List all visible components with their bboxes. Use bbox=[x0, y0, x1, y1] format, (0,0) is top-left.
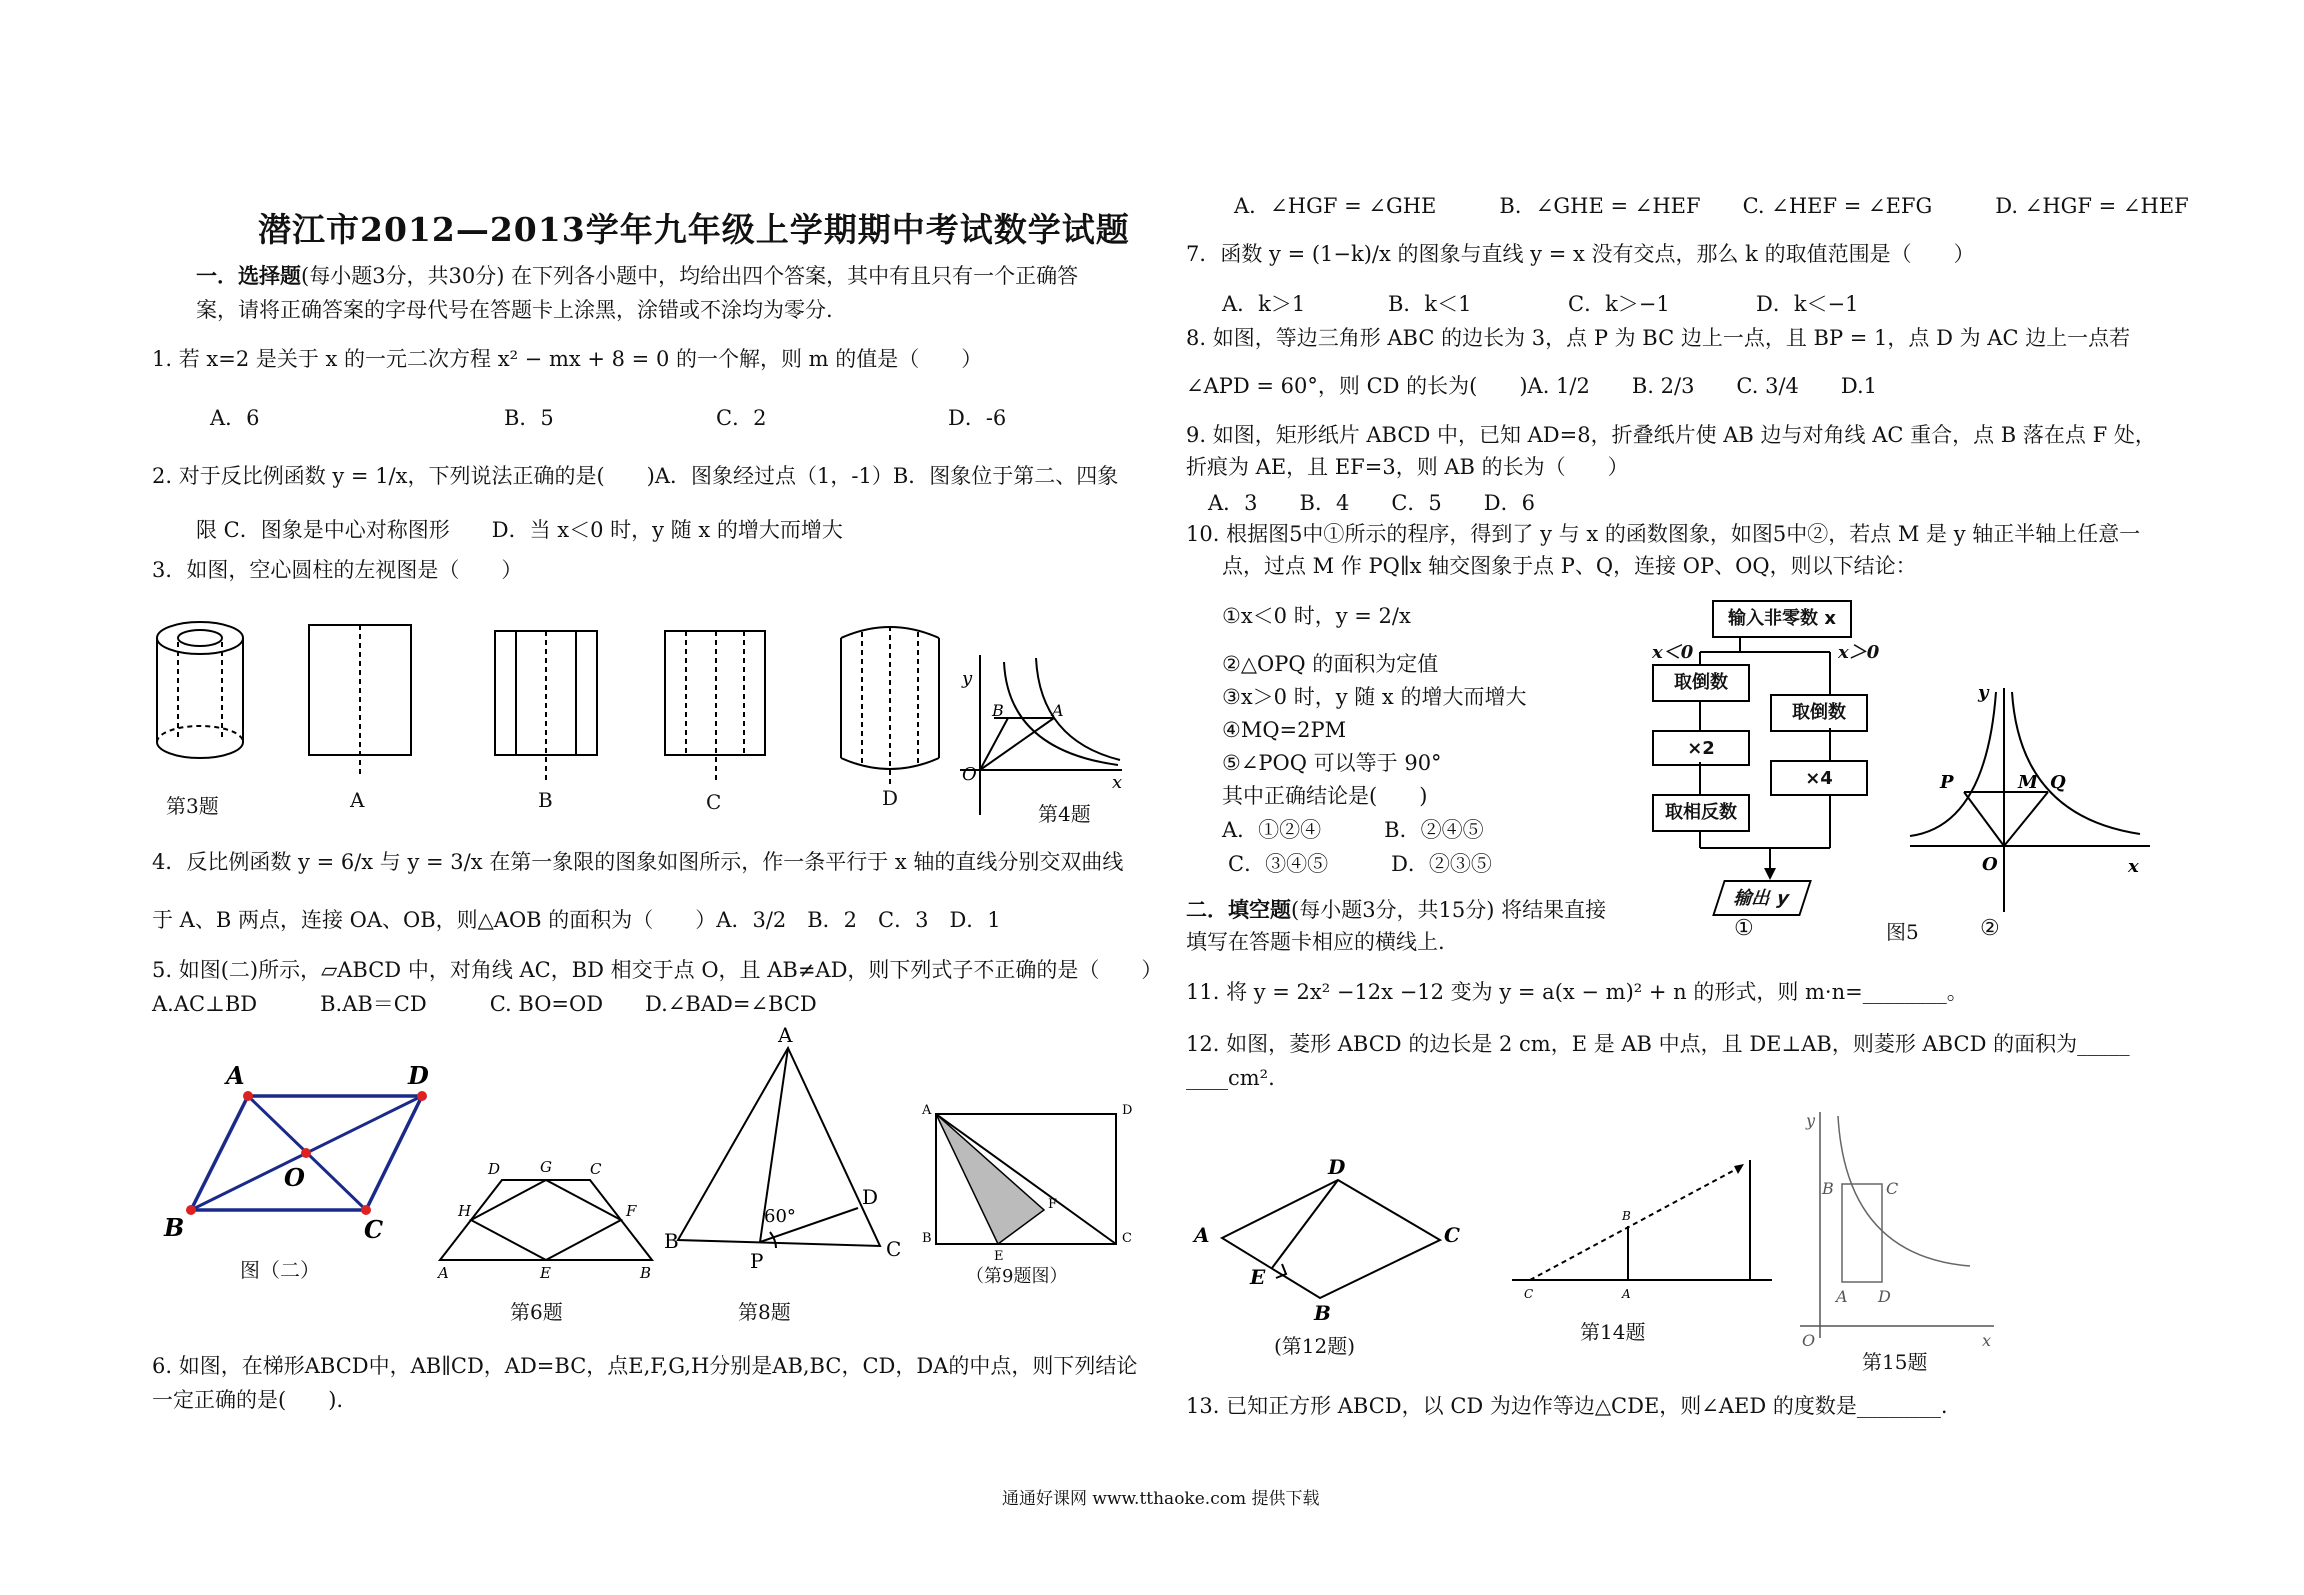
svg-text:B: B bbox=[922, 1231, 932, 1246]
q1-option-b: B．5 bbox=[504, 406, 554, 430]
section2-heading-line bbox=[1186, 896, 1606, 924]
flow-circle-2: ② bbox=[1980, 916, 2000, 941]
svg-text:A: A bbox=[922, 1103, 932, 1118]
q1-option-a: A．6 bbox=[210, 406, 260, 430]
svg-text:D: D bbox=[1122, 1103, 1133, 1118]
q7-option-d: D．k＜−1 bbox=[1756, 292, 1859, 316]
svg-text:A: A bbox=[1836, 1287, 1848, 1306]
svg-text:x: x bbox=[1982, 1331, 1992, 1350]
svg-text:C: C bbox=[590, 1160, 602, 1178]
q7-option-b: B．k＜1 bbox=[1388, 292, 1472, 316]
section1-heading: 一．选择题 bbox=[196, 263, 301, 288]
q3-label-c: C bbox=[706, 790, 722, 814]
slope-figure bbox=[1510, 1120, 1780, 1300]
q10-item-2: ②△OPQ 的面积为定值 bbox=[1222, 652, 1439, 676]
svg-text:C: C bbox=[1444, 1223, 1460, 1247]
q3-caption: 第3题 bbox=[166, 794, 219, 818]
svg-text:A: A bbox=[778, 1023, 793, 1047]
svg-text:C: C bbox=[364, 1215, 384, 1244]
svg-text:A: A bbox=[1622, 1287, 1631, 1301]
fig5-graph bbox=[1900, 676, 2160, 916]
q12-text2: ____cm². bbox=[1186, 1066, 1275, 1090]
fig14-caption: 第14题 bbox=[1580, 1320, 1646, 1344]
flow-neg-label: x＜0 bbox=[1652, 642, 1694, 663]
trapezoid-figure bbox=[430, 1150, 660, 1280]
svg-text:x: x bbox=[2128, 856, 2139, 877]
section1-note: (每小题3分，共30分) 在下列各小题中，均给出四个答案，其中有且只有一个正确答 bbox=[301, 264, 1079, 288]
fig8-caption: 第8题 bbox=[738, 1300, 791, 1324]
svg-text:C: C bbox=[1122, 1231, 1132, 1246]
fig2-caption: 图（二） bbox=[240, 1258, 320, 1282]
section2-note: (每小题3分，共15分) 将结果直接 bbox=[1291, 898, 1607, 922]
q9-options: A．3 B．4 C．5 D．6 bbox=[1208, 491, 1535, 515]
fig12-caption: (第12题) bbox=[1274, 1334, 1356, 1358]
triangle-figure bbox=[660, 1023, 910, 1273]
q10-item-1: ①x＜0 时，y = 2/x bbox=[1222, 604, 1411, 628]
q3-label-a: A bbox=[350, 788, 365, 812]
fig15-caption: 第15题 bbox=[1862, 1350, 1928, 1374]
svg-text:D: D bbox=[488, 1160, 501, 1178]
q10-item-5: ⑤∠POQ 可以等于 90° bbox=[1222, 751, 1442, 775]
svg-text:D: D bbox=[408, 1061, 429, 1090]
svg-text:A: A bbox=[438, 1264, 449, 1282]
svg-text:B: B bbox=[1314, 1301, 1331, 1325]
svg-text:C: C bbox=[1886, 1179, 1899, 1198]
svg-text:B: B bbox=[640, 1264, 652, 1282]
svg-text:P: P bbox=[750, 1249, 764, 1273]
q3-label-b: B bbox=[538, 788, 553, 812]
q12-text1: 12. 如图，菱形 ABCD 的边长是 2 cm，E 是 AB 中点，且 DE⊥AB，则菱形 ABCD 的面积为_____ bbox=[1186, 1032, 2130, 1056]
svg-text:O: O bbox=[1802, 1331, 1816, 1350]
q3-option-b-figure bbox=[494, 630, 604, 780]
footer: 通通好课网 www.tthaoke.com 提供下载 bbox=[1002, 1489, 1320, 1509]
svg-text:P: P bbox=[1940, 772, 1954, 793]
q7-text: 7．函数 y = (1−k)/x 的图象与直线 y = x 没有交点，那么 k 的取值范围是（ ） bbox=[1186, 242, 1975, 266]
flow-pos-label: x＞0 bbox=[1838, 642, 1880, 663]
q6-options: A．∠HGF = ∠GHE B．∠GHE = ∠HEF C. ∠HEF = ∠EFG D. ∠HGF = ∠HEF bbox=[1234, 194, 2189, 218]
svg-text:A: A bbox=[1052, 701, 1064, 720]
q9-text1: 9. 如图，矩形纸片 ABCD 中，已知 AD=8，折叠纸片使 AB 边与对角线 AC 重合，点 B 落在点 F 处， bbox=[1186, 423, 2156, 447]
svg-text:F: F bbox=[1048, 1197, 1058, 1212]
q4-text1: 4．反比例函数 y = 6/x 与 y = 3/x 在第一象限的图象如图所示，作一条平行于 x 轴的直线分别交双曲线 bbox=[152, 850, 1124, 874]
svg-text:y: y bbox=[1978, 682, 1989, 703]
q3-option-c-figure bbox=[664, 630, 774, 780]
svg-text:B: B bbox=[664, 1229, 679, 1253]
svg-text:F: F bbox=[626, 1202, 637, 1220]
svg-text:B: B bbox=[1822, 1179, 1834, 1198]
q13-text: 13. 已知正方形 ABCD，以 CD 为边作等边△CDE，则∠AED 的度数是________. bbox=[1186, 1394, 1948, 1418]
svg-text:y: y bbox=[1806, 1111, 1816, 1130]
q10-item-6: 其中正确结论是( ) bbox=[1222, 784, 1428, 808]
q10-item-4: ④MQ=2PM bbox=[1222, 718, 1347, 742]
page-title: 潜江市2012—2013学年九年级上学期期中考试数学试题 bbox=[258, 210, 1130, 249]
flow-times2: ×2 bbox=[1652, 730, 1750, 766]
q6-text2: 一定正确的是( ). bbox=[152, 1388, 344, 1412]
q3-cylinder-figure bbox=[150, 610, 260, 770]
section2-heading: 二．填空题 bbox=[1186, 897, 1291, 922]
fig15-graph bbox=[1794, 1106, 2004, 1350]
svg-text:B: B bbox=[1622, 1209, 1631, 1223]
q3-text: 3．如图，空心圆柱的左视图是（ ） bbox=[152, 558, 523, 582]
q2-text2: 限 C．图象是中心对称图形 D．当 x＜0 时，y 随 x 的增大而增大 bbox=[196, 518, 843, 542]
q2-text1: 2. 对于反比例函数 y = 1/x，下列说法正确的是( )A．图象经过点（1，-1）B．图象位于第二、四象 bbox=[152, 464, 1119, 488]
q10-text2: 点，过点 M 作 PQ∥x 轴交图象于点 P、Q，连接 OP、OQ，则以下结论： bbox=[1222, 554, 1917, 578]
q3-option-a-figure bbox=[308, 624, 418, 774]
svg-text:D: D bbox=[1328, 1155, 1346, 1179]
flow-times4: ×4 bbox=[1770, 760, 1868, 796]
fig5-caption: 图5 bbox=[1886, 920, 1919, 944]
q5-options: A.AC⊥BD B.AB＝CD C. BO=OD D.∠BAD=∠BCD bbox=[152, 992, 817, 1016]
svg-text:D: D bbox=[862, 1185, 879, 1209]
svg-text:D: D bbox=[1878, 1287, 1891, 1306]
rhombus-figure bbox=[1190, 1155, 1470, 1325]
section1-heading-line bbox=[196, 262, 1078, 290]
flow-opposite: 取相反数 bbox=[1652, 794, 1750, 832]
q5-text: 5. 如图(二)所示，▱ABCD 中，对角线 AC，BD 相交于点 O，且 AB≠AD，则下列式子不正确的是（ ） bbox=[152, 958, 1163, 982]
svg-text:60°: 60° bbox=[764, 1206, 796, 1227]
q10-item-3: ③x＞0 时，y 随 x 的增大而增大 bbox=[1222, 685, 1527, 709]
section2-note2: 填写在答题卡相应的横线上. bbox=[1186, 930, 1445, 954]
flow-circle-1: ① bbox=[1734, 916, 1754, 941]
svg-text:C: C bbox=[886, 1237, 902, 1261]
parallelogram-figure bbox=[156, 1058, 456, 1244]
section1-note2: 案，请将正确答案的字母代号在答题卡上涂黑，涂错或不涂均为零分. bbox=[196, 298, 833, 322]
q10-options-1: A．①②④ B．②④⑤ bbox=[1222, 818, 1484, 842]
svg-text:A: A bbox=[1194, 1223, 1210, 1247]
svg-text:C: C bbox=[1524, 1287, 1534, 1301]
svg-text:M: M bbox=[2018, 772, 2038, 793]
q3-label-d: D bbox=[882, 786, 899, 810]
q4-caption: 第4题 bbox=[1038, 802, 1091, 826]
svg-text:E: E bbox=[994, 1249, 1004, 1264]
rectangle-fold-figure bbox=[918, 1100, 1138, 1264]
q4-text2: 于 A、B 两点，连接 OA、OB，则△AOB 的面积为（ ）A．3/2 B．2 C．3 D．1 bbox=[152, 908, 1001, 932]
svg-text:E: E bbox=[540, 1264, 551, 1282]
fig9-caption: （第9题图） bbox=[966, 1266, 1068, 1287]
svg-text:O: O bbox=[1982, 854, 1998, 875]
q7-option-a: A．k＞1 bbox=[1222, 292, 1306, 316]
q7-option-c: C．k＞−1 bbox=[1568, 292, 1670, 316]
flow-recip-right: 取倒数 bbox=[1770, 694, 1868, 732]
svg-text:B: B bbox=[164, 1213, 185, 1242]
svg-text:A: A bbox=[226, 1061, 245, 1090]
svg-text:x: x bbox=[1112, 772, 1123, 793]
q3-option-d-figure bbox=[838, 618, 948, 788]
fig6-caption: 第6题 bbox=[510, 1300, 563, 1324]
svg-text:G: G bbox=[540, 1158, 552, 1176]
flow-recip-left: 取倒数 bbox=[1652, 664, 1750, 702]
flow-output: 输出 y bbox=[1712, 880, 1812, 916]
q1-option-c: C．2 bbox=[716, 406, 767, 430]
flow-input-box: 输入非零数 x bbox=[1712, 600, 1852, 638]
svg-text:O: O bbox=[284, 1163, 305, 1192]
q11-text: 11. 将 y = 2x² −12x −12 变为 y = a(x − m)² + n 的形式，则 m·n=________。 bbox=[1186, 980, 1968, 1004]
q1-option-d: D．-6 bbox=[948, 406, 1007, 430]
q6-text1: 6. 如图，在梯形ABCD中，AB∥CD，AD=BC，点E,F,G,H分别是AB,BC，CD，DA的中点，则下列结论 bbox=[152, 1354, 1138, 1378]
svg-text:O: O bbox=[962, 764, 977, 785]
svg-text:H: H bbox=[458, 1202, 472, 1220]
q9-text2: 折痕为 AE，且 EF=3，则 AB 的长为（ ） bbox=[1186, 455, 1629, 479]
svg-text:B: B bbox=[992, 701, 1004, 720]
q10-text1: 10. 根据图5中①所示的程序，得到了 y 与 x 的函数图象，如图5中②，若点 M 是 y 轴正半轴上任意一 bbox=[1186, 522, 2141, 546]
svg-text:y: y bbox=[962, 668, 973, 689]
q8-text1: 8. 如图，等边三角形 ABC 的边长为 3，点 P 为 BC 边上一点，且 BP = 1，点 D 为 AC 边上一点若 bbox=[1186, 326, 2131, 350]
q8-text2: ∠APD = 60°，则 CD 的长为( )A. 1/2 B. 2/3 C. 3/4 D.1 bbox=[1186, 374, 1878, 398]
q10-options-2: C．③④⑤ D．②③⑤ bbox=[1228, 852, 1492, 876]
q1-text: 1. 若 x=2 是关于 x 的一元二次方程 x² − mx + 8 = 0 的一个解，则 m 的值是（ ） bbox=[152, 347, 983, 371]
svg-text:Q: Q bbox=[2050, 772, 2066, 793]
svg-text:E: E bbox=[1250, 1265, 1266, 1289]
